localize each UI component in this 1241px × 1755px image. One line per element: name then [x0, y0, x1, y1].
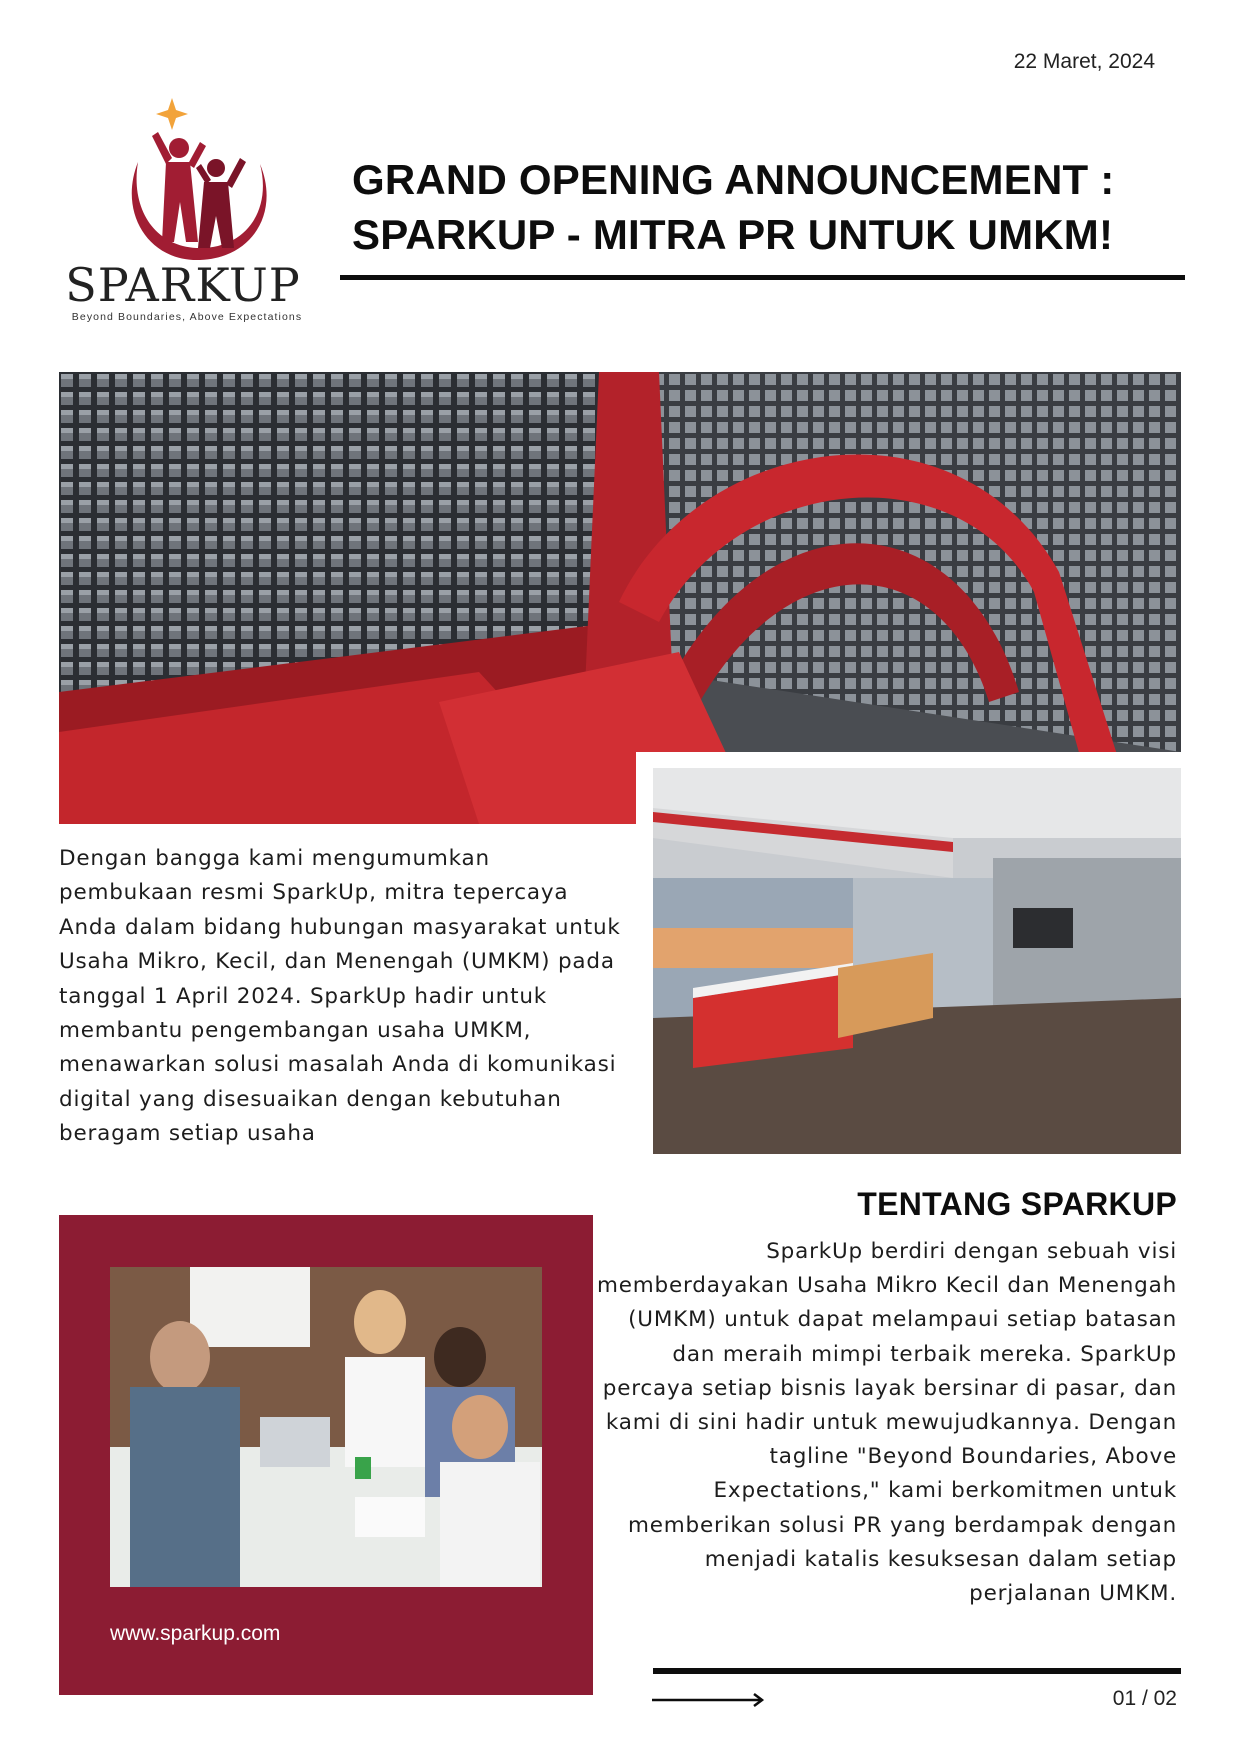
- title-line-2: SPARKUP - MITRA PR UNTUK UMKM!: [352, 211, 1114, 258]
- title-line-1: GRAND OPENING ANNOUNCEMENT :: [352, 156, 1115, 203]
- title-divider: [340, 275, 1185, 280]
- website-link[interactable]: www.sparkup.com: [110, 1622, 281, 1645]
- footer-divider: [653, 1668, 1181, 1674]
- about-heading: TENTANG SPARKUP: [857, 1186, 1177, 1222]
- brand-tagline: Beyond Boundaries, Above Expectations: [71, 311, 303, 323]
- about-paragraph: SparkUp berdiri dengan sebuah visi memberdayakan Usaha Mikro Kecil dan Menengah (UMKM) untuk dapat melampaui setiap batasan dan meraih mimpi terbaik mereka. SparkUp percaya setiap bisnis layak bersinar di pasar, dan kami di sini hadir untuk mewujudkannya. Dengan tagline "Beyond Boundaries, Above Expectations," kami berkomitmen untuk memberikan solusi PR yang berdampak dengan menjadi katalis kesuksesan dalam setiap perjalanan UMKM.: [597, 1239, 1178, 1607]
- arrow-right-icon: [652, 1692, 768, 1708]
- office-lobby-image: [653, 768, 1181, 1154]
- brand-name: SPARKUP: [65, 258, 301, 312]
- two-people-reaching-star-icon: [58, 92, 316, 272]
- publication-date: 22 Maret, 2024: [1013, 50, 1155, 73]
- page-title: [352, 152, 1202, 262]
- sparkup-logo: [58, 92, 316, 324]
- page-number: 01 / 02: [1112, 1687, 1177, 1710]
- intro-paragraph: Dengan bangga kami mengumumkan pembukaan resmi SparkUp, mitra tepercaya Anda dalam bidang hubungan masyarakat untuk Usaha Mikro, Kecil, dan Menengah (UMKM) pada tanggal 1 April 2024. SparkUp hadir untuk membantu pengembangan usaha UMKM, menawarkan solusi masalah Anda di komunikasi digital yang disesuaikan dengan kebutuhan beragam setiap usaha: [59, 846, 621, 1147]
- team-meeting-image: [110, 1267, 542, 1587]
